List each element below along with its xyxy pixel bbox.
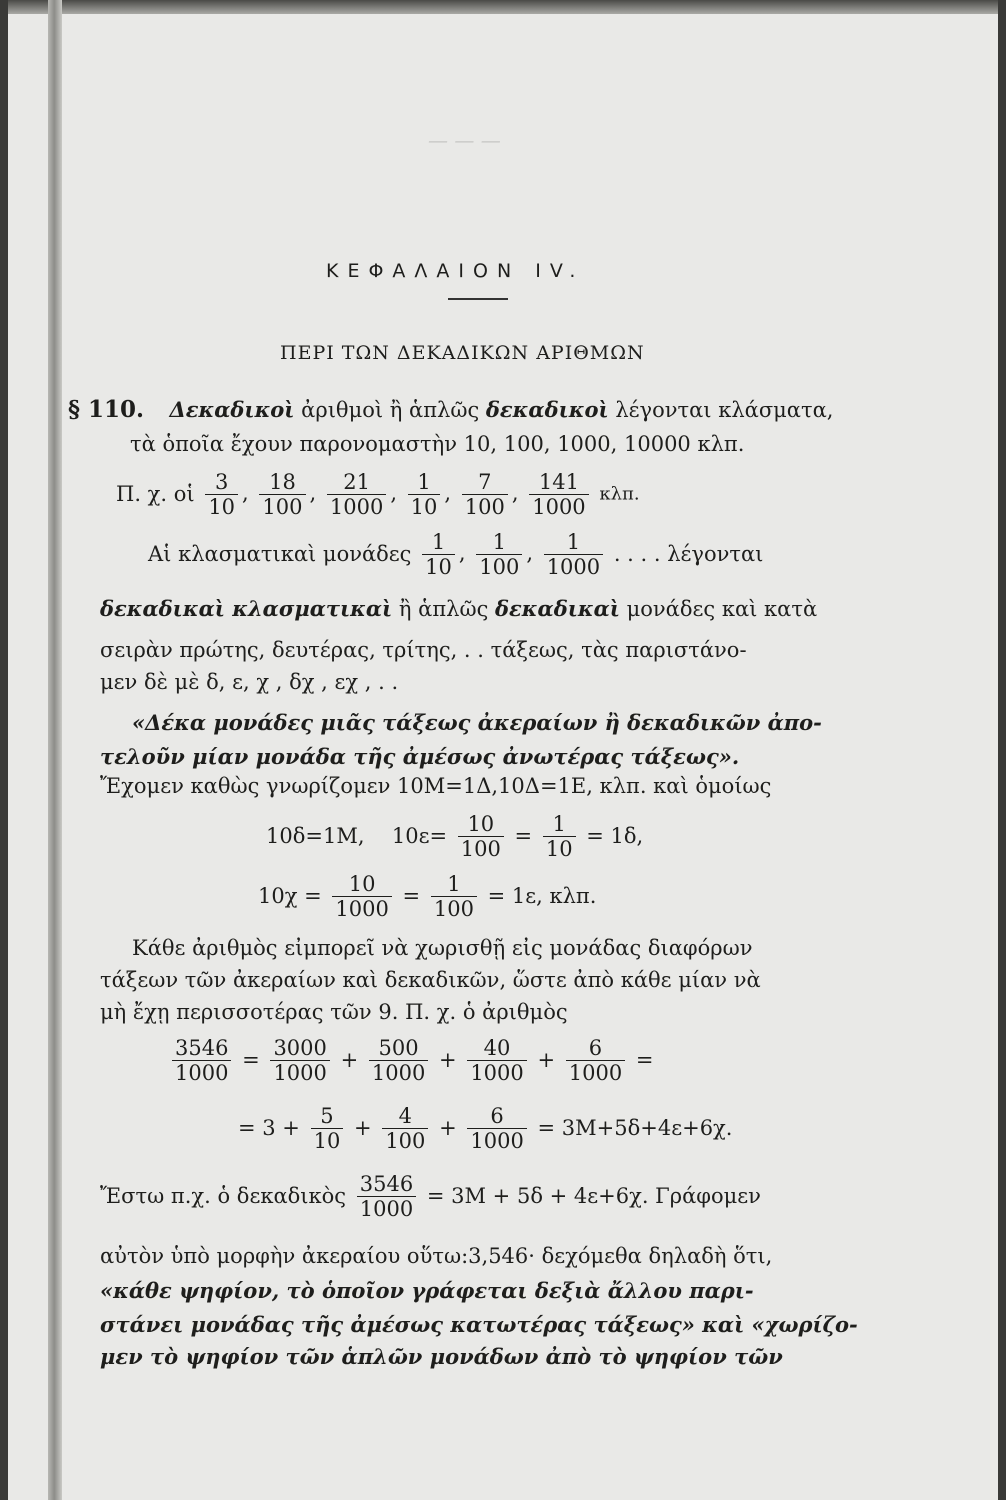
section-title: ΠΕΡΙ ΤΩΝ ΔΕΚΑΔΙΚΩΝ ΑΡΙΘΜΩΝ bbox=[280, 342, 645, 364]
p1-text-b: λέγονται κλάσματα, bbox=[615, 398, 834, 422]
p10-frac-num: 3546 bbox=[357, 1172, 416, 1197]
eq4-frac bbox=[311, 1104, 344, 1153]
eq1-frac-den: 100 bbox=[460, 837, 501, 862]
unit-frac bbox=[544, 530, 603, 579]
examples-prefix: Π. χ. οἱ bbox=[116, 482, 195, 507]
paragraph-line-7: Κάθε ἀριθμὸς εἰμπορεῖ νὰ χωρισθῇ εἰς μονάδας διαφόρων bbox=[132, 936, 753, 960]
eq1-frac-num: 1 bbox=[543, 812, 576, 837]
eq4-frac-den: 100 bbox=[385, 1129, 426, 1154]
eq1-a: 10δ=1Μ, bbox=[266, 824, 365, 849]
eq3-frac-num: 6 bbox=[566, 1036, 625, 1061]
p3-mid: ἢ ἁπλῶς bbox=[398, 597, 489, 621]
ex-frac-num: 1 bbox=[408, 470, 441, 495]
ex-frac-num: 141 bbox=[529, 470, 588, 495]
chapter-heading: ΚΕΦΑΛΑΙΟΝ IV. bbox=[326, 260, 585, 282]
ex-frac bbox=[327, 470, 386, 519]
unit-frac bbox=[476, 530, 522, 579]
unit-frac-den: 1000 bbox=[546, 555, 601, 580]
eq4-a: = 3 + bbox=[238, 1116, 300, 1141]
ex-frac-den: 1000 bbox=[329, 495, 384, 520]
p10-frac-den: 1000 bbox=[359, 1197, 414, 1222]
paragraph-line-10 bbox=[100, 1172, 761, 1221]
chapter-rule bbox=[448, 298, 508, 300]
eq2-frac-den: 1000 bbox=[335, 897, 389, 922]
ex-frac-den: 10 bbox=[208, 495, 236, 520]
ex-frac-den: 10 bbox=[410, 495, 438, 520]
eq3-frac bbox=[172, 1036, 231, 1085]
eq1-frac-num: 10 bbox=[458, 812, 504, 837]
paragraph-line-2: τὰ ὁποῖα ἔχουν παρονομαστὴν 10, 100, 1000, 10000 κλπ. bbox=[130, 432, 745, 456]
paragraph-line-11: αὐτὸν ὑπὸ μορφὴν ἀκεραίου οὕτω:3,546· δεχόμεθα δηλαδὴ ὅτι, bbox=[100, 1244, 773, 1268]
p10-frac bbox=[357, 1172, 416, 1221]
eq3-frac-den: 1000 bbox=[568, 1061, 623, 1086]
paragraph-line-4: σειρὰν πρώτης, δευτέρας, τρίτης, . . τάξεως, τὰς παριστάνο- bbox=[100, 638, 747, 662]
eq3-frac-den: 1000 bbox=[470, 1061, 524, 1086]
eq3-frac-num: 3000 bbox=[270, 1036, 329, 1061]
eq1-frac-den: 10 bbox=[545, 837, 573, 862]
equation-1: 10δ=1Μ, 10ε= $\frac{10}{100}$ = $\frac{1}{10}$ = 1δ, bbox=[266, 812, 644, 862]
eq1-b: 10ε= bbox=[391, 824, 448, 849]
eq1-end: = 1δ, bbox=[586, 824, 644, 849]
eq3-frac bbox=[270, 1036, 329, 1085]
eq4-frac-num: 6 bbox=[467, 1104, 526, 1129]
eq2-frac bbox=[431, 872, 477, 921]
examples-line: Π. χ. οἱ $\frac{3}{10}$ , $\frac{18}{100}$ , $\frac{21}{1000}$ , $\frac{1}{10}$ , $\frac{7}{100}$ , $\frac{141}{1000}$ κλπ. bbox=[116, 470, 640, 520]
examples-suffix: κλπ. bbox=[599, 483, 640, 505]
paragraph-line-6: Ἔχομεν καθὼς γνωρίζομεν 10Μ=1Δ,10Δ=1Ε, κλπ. καὶ ὁμοίως bbox=[100, 774, 772, 798]
eq4-frac-num: 5 bbox=[311, 1104, 344, 1129]
eq3-frac bbox=[467, 1036, 526, 1085]
section-paragraph-1 bbox=[68, 398, 833, 421]
unit-frac-num: 1 bbox=[422, 530, 455, 555]
ex-frac bbox=[462, 470, 508, 519]
ex-frac-den: 1000 bbox=[532, 495, 586, 520]
eq4-frac bbox=[467, 1104, 526, 1153]
p10-a: Ἔστω π.χ. ὁ δεκαδικὸς bbox=[100, 1184, 347, 1209]
ex-frac bbox=[205, 470, 238, 519]
eq3-frac bbox=[566, 1036, 625, 1085]
unit-frac bbox=[422, 530, 455, 579]
quote-line-2: τελοῦν μίαν μονάδα τῆς ἀμέσως ἀνωτέρας τάξεως». bbox=[100, 744, 740, 769]
ex-frac-den: 100 bbox=[464, 495, 505, 520]
units-suffix: . . . . λέγονται bbox=[613, 542, 764, 567]
unit-frac-num: 1 bbox=[476, 530, 522, 555]
section-marker: § 110. bbox=[68, 396, 145, 423]
eq1-frac bbox=[543, 812, 576, 861]
p10-b: = 3Μ + 5δ + 4ε+6χ. Γράφομεν bbox=[426, 1184, 761, 1209]
eq3-frac-den: 1000 bbox=[273, 1061, 327, 1086]
page-top-edge bbox=[8, 0, 998, 14]
equation-3: $\frac{3546}{1000}$ = $\frac{3000}{1000}$ + $\frac{500}{1000}$ + $\frac{40}{1000}$ + $\frac{6}{1000}$ = bbox=[168, 1036, 654, 1085]
eq3-frac bbox=[369, 1036, 428, 1085]
eq2-frac-den: 100 bbox=[433, 897, 474, 922]
paragraph-line-5: μεν δὲ μὲ δ, ε, χ , δχ , εχ , . . bbox=[100, 670, 399, 694]
ex-frac-num: 18 bbox=[259, 470, 305, 495]
unit-frac-den: 10 bbox=[425, 555, 452, 580]
bleed-through: — — — bbox=[428, 128, 501, 152]
eq2-frac-num: 10 bbox=[332, 872, 391, 897]
eq4-frac-den: 10 bbox=[313, 1129, 341, 1154]
ex-frac bbox=[529, 470, 588, 519]
term-dekadikoi-2: δεκαδικοὶ bbox=[485, 397, 609, 422]
eq1-frac bbox=[458, 812, 504, 861]
paragraph-line-3 bbox=[100, 598, 817, 620]
book-page bbox=[8, 0, 998, 1500]
eq3-frac-den: 1000 bbox=[371, 1061, 426, 1086]
eq2-a: 10χ = bbox=[258, 884, 322, 909]
eq3-frac-num: 500 bbox=[369, 1036, 428, 1061]
book-spine bbox=[48, 0, 62, 1500]
term-dekadikoi: Δεκαδικοὶ bbox=[169, 397, 295, 422]
ex-frac bbox=[408, 470, 441, 519]
eq2-end: = 1ε, κλπ. bbox=[487, 884, 597, 909]
eq3-frac-num: 3546 bbox=[172, 1036, 231, 1061]
eq4-frac bbox=[382, 1104, 428, 1153]
ex-frac-den: 100 bbox=[262, 495, 303, 520]
equation-2: 10χ = $\frac{10}{1000}$ = $\frac{1}{100}$ = 1ε, κλπ. bbox=[258, 872, 597, 922]
ex-frac-num: 7 bbox=[462, 470, 508, 495]
eq3-frac-num: 40 bbox=[467, 1036, 526, 1061]
term-decimal-fractional: δεκαδικαὶ κλασματικαὶ bbox=[100, 596, 393, 621]
unit-frac-den: 100 bbox=[479, 555, 520, 580]
ex-frac bbox=[259, 470, 305, 519]
eq2-frac-num: 1 bbox=[431, 872, 477, 897]
term-decimal: δεκαδικαὶ bbox=[495, 596, 620, 621]
eq2-frac bbox=[332, 872, 391, 921]
equation-4: = 3 + $\frac{5}{10}$ + $\frac{4}{100}$ + $\frac{6}{1000}$ = 3Μ+5δ+4ε+6χ. bbox=[238, 1104, 733, 1154]
eq4-end: = 3Μ+5δ+4ε+6χ. bbox=[537, 1116, 733, 1141]
units-prefix: Αἱ κλασματικαὶ μονάδες bbox=[148, 542, 412, 567]
units-line: Αἱ κλασματικαὶ μονάδες $\frac{1}{10}$ , $\frac{1}{100}$ , $\frac{1}{1000}$ . . . . λέγονται bbox=[148, 530, 764, 580]
paragraph-line-9: μὴ ἔχῃ περισσοτέρας τῶν 9. Π. χ. ὁ ἀριθμὸς bbox=[100, 1000, 568, 1024]
quote-line-1: «Δέκα μονάδες μιᾶς τάξεως ἀκεραίων ἢ δεκαδικῶν ἀπο- bbox=[132, 710, 822, 735]
eq4-frac-num: 4 bbox=[382, 1104, 428, 1129]
paragraph-line-13: στάνει μονάδας τῆς ἀμέσως κατωτέρας τάξεως» καὶ «χωρίζο- bbox=[100, 1312, 858, 1337]
ex-frac-num: 21 bbox=[327, 470, 386, 495]
ex-frac-num: 3 bbox=[205, 470, 238, 495]
p1-text-a: ἀριθμοὶ ἢ ἁπλῶς bbox=[301, 398, 480, 422]
paragraph-line-14: μεν τὸ ψηφίον τῶν ἁπλῶν μονάδων ἀπὸ τὸ ψηφίον τῶν bbox=[100, 1344, 783, 1369]
unit-frac-num: 1 bbox=[544, 530, 603, 555]
paragraph-line-12: «κάθε ψηφίον, τὸ ὁποῖον γράφεται δεξιὰ ἄλλου παρι- bbox=[100, 1278, 754, 1303]
paragraph-line-8: τάξεων τῶν ἀκεραίων καὶ δεκαδικῶν, ὥστε ἀπὸ κάθε μίαν νὰ bbox=[100, 968, 761, 992]
eq4-frac-den: 1000 bbox=[470, 1129, 524, 1154]
eq3-frac-den: 1000 bbox=[175, 1061, 229, 1086]
p3-rest: μονάδες καὶ κατὰ bbox=[626, 597, 818, 621]
